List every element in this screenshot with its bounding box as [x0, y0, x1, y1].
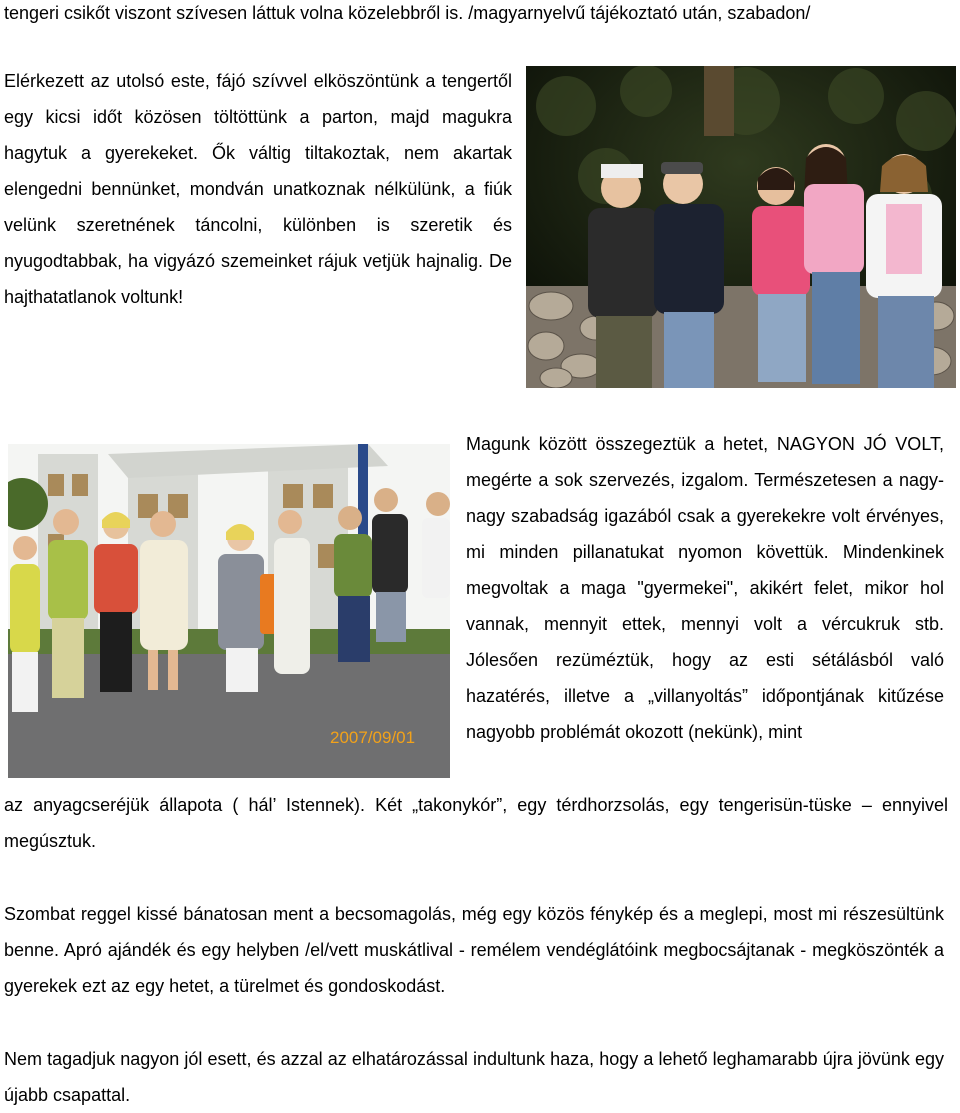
paragraph-week-summary-continued: az anyagcseréjük állapota ( hál’ Istennek). Két „takonykór”, egy térdhorzsolás, egy tengerisün-tüske – ennyivel megúsztuk.	[4, 795, 948, 851]
paragraph-closing: Nem tagadjuk nagyon jól esett, és azzal az elhatározással indultunk haza, hogy a lehető leghamarabb újra jövünk egy újabb csapattal.	[4, 1049, 944, 1105]
photo-group-day	[8, 444, 450, 778]
photo-date-stamp: 2007/09/01	[330, 728, 416, 747]
photo-girls-night-icon	[526, 66, 956, 388]
continuation-line: tengeri csikőt viszont szívesen láttuk volna közelebbről is. /magyarnyelvű tájékoztató után, szabadon/	[4, 3, 811, 23]
paragraph-week-summary: Magunk között összegeztük a hetet, NAGYON JÓ VOLT, megérte a sok szervezés, izgalom. Természetesen a nagy-nagy szabadság igazából csak a gyerekekre volt érvényes, mi minden pillanatukat nyomon követtük. Mindenkinek megvoltak a maga "gyermekei", akikért felet, mikor hol vannak, mennyit ettek, mennyi volt a vércukruk stb. Jólesően rezüméztük, hogy az esti sétálásból való hazatérés, illetve a „villanyoltás” időpontjának kitűzése nagyobb problémát okozott (nekünk), mint	[466, 434, 944, 742]
paragraph-last-evening: Elérkezett az utolsó este, fájó szívvel elköszöntünk a tengertől egy kicsi időt közösen töltöttünk a parton, majd magukra hagytuk a gyerekeket. Ők váltig tiltakoztak, nem akartak elengedni bennünket, mondván unatkoznak nélkülünk, a fiúk velünk szeretnének táncolni, különben is szeretik és nyugodtabbak, ha vigyázó szemeinket rájuk vetjük hajnalig. De hajthatatlanok voltunk!	[4, 71, 512, 307]
paragraph-saturday-morning: Szombat reggel kissé bánatosan ment a becsomagolás, még egy közös fénykép és a meglepi, most mi részesültünk benne. Apró ajándék és egy helyben /el/vett muskátlival - remélem vendéglátóink megbocsájtanak - megköszönték a gyerekek ezt az egy hetet, a türelmet és gondoskodást.	[4, 904, 944, 996]
photo-girls-night	[526, 66, 956, 388]
